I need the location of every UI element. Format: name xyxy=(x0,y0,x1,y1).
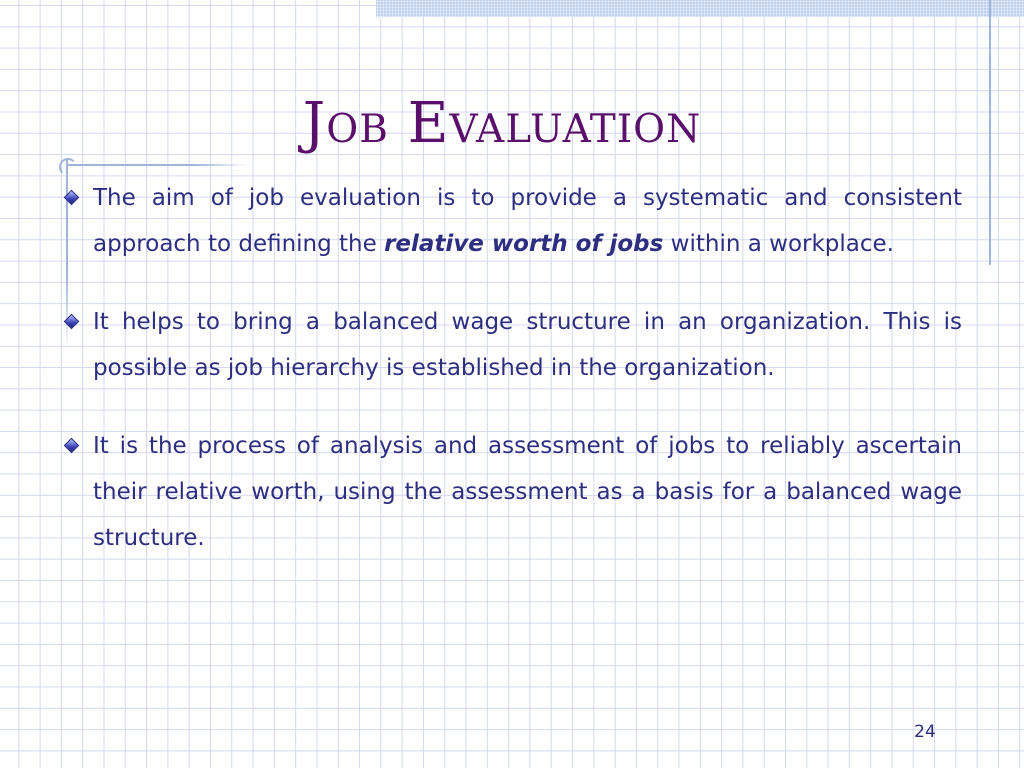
diamond-bullet-icon xyxy=(64,314,80,330)
top-decorative-band xyxy=(376,0,1024,17)
bullet-item xyxy=(62,423,962,561)
page-number: 24 xyxy=(914,722,936,742)
diamond-bullet-icon xyxy=(64,190,80,206)
bullet-item xyxy=(62,175,962,267)
bullet-item xyxy=(62,299,962,391)
bullet-text: It helps to bring a balanced wage structure in an organization. This is possible as job hierarchy is established in the organization. xyxy=(93,309,962,381)
diamond-bullet-icon xyxy=(64,438,80,454)
bullet-text: within a workplace. xyxy=(663,231,894,257)
slide-body xyxy=(62,175,962,593)
bullet-text: The aim of job evaluation is to provide a systematic and consistent approach to defining the xyxy=(93,185,962,257)
title-accent-line xyxy=(68,164,248,166)
slide-title: Job Evaluation xyxy=(302,91,702,156)
bullet-text: It is the process of analysis and assessment of jobs to reliably ascertain their relative worth, using the assessment as a basis for a balanced wage structure. xyxy=(93,433,962,551)
emphasis-text: relative worth of jobs xyxy=(384,231,664,257)
